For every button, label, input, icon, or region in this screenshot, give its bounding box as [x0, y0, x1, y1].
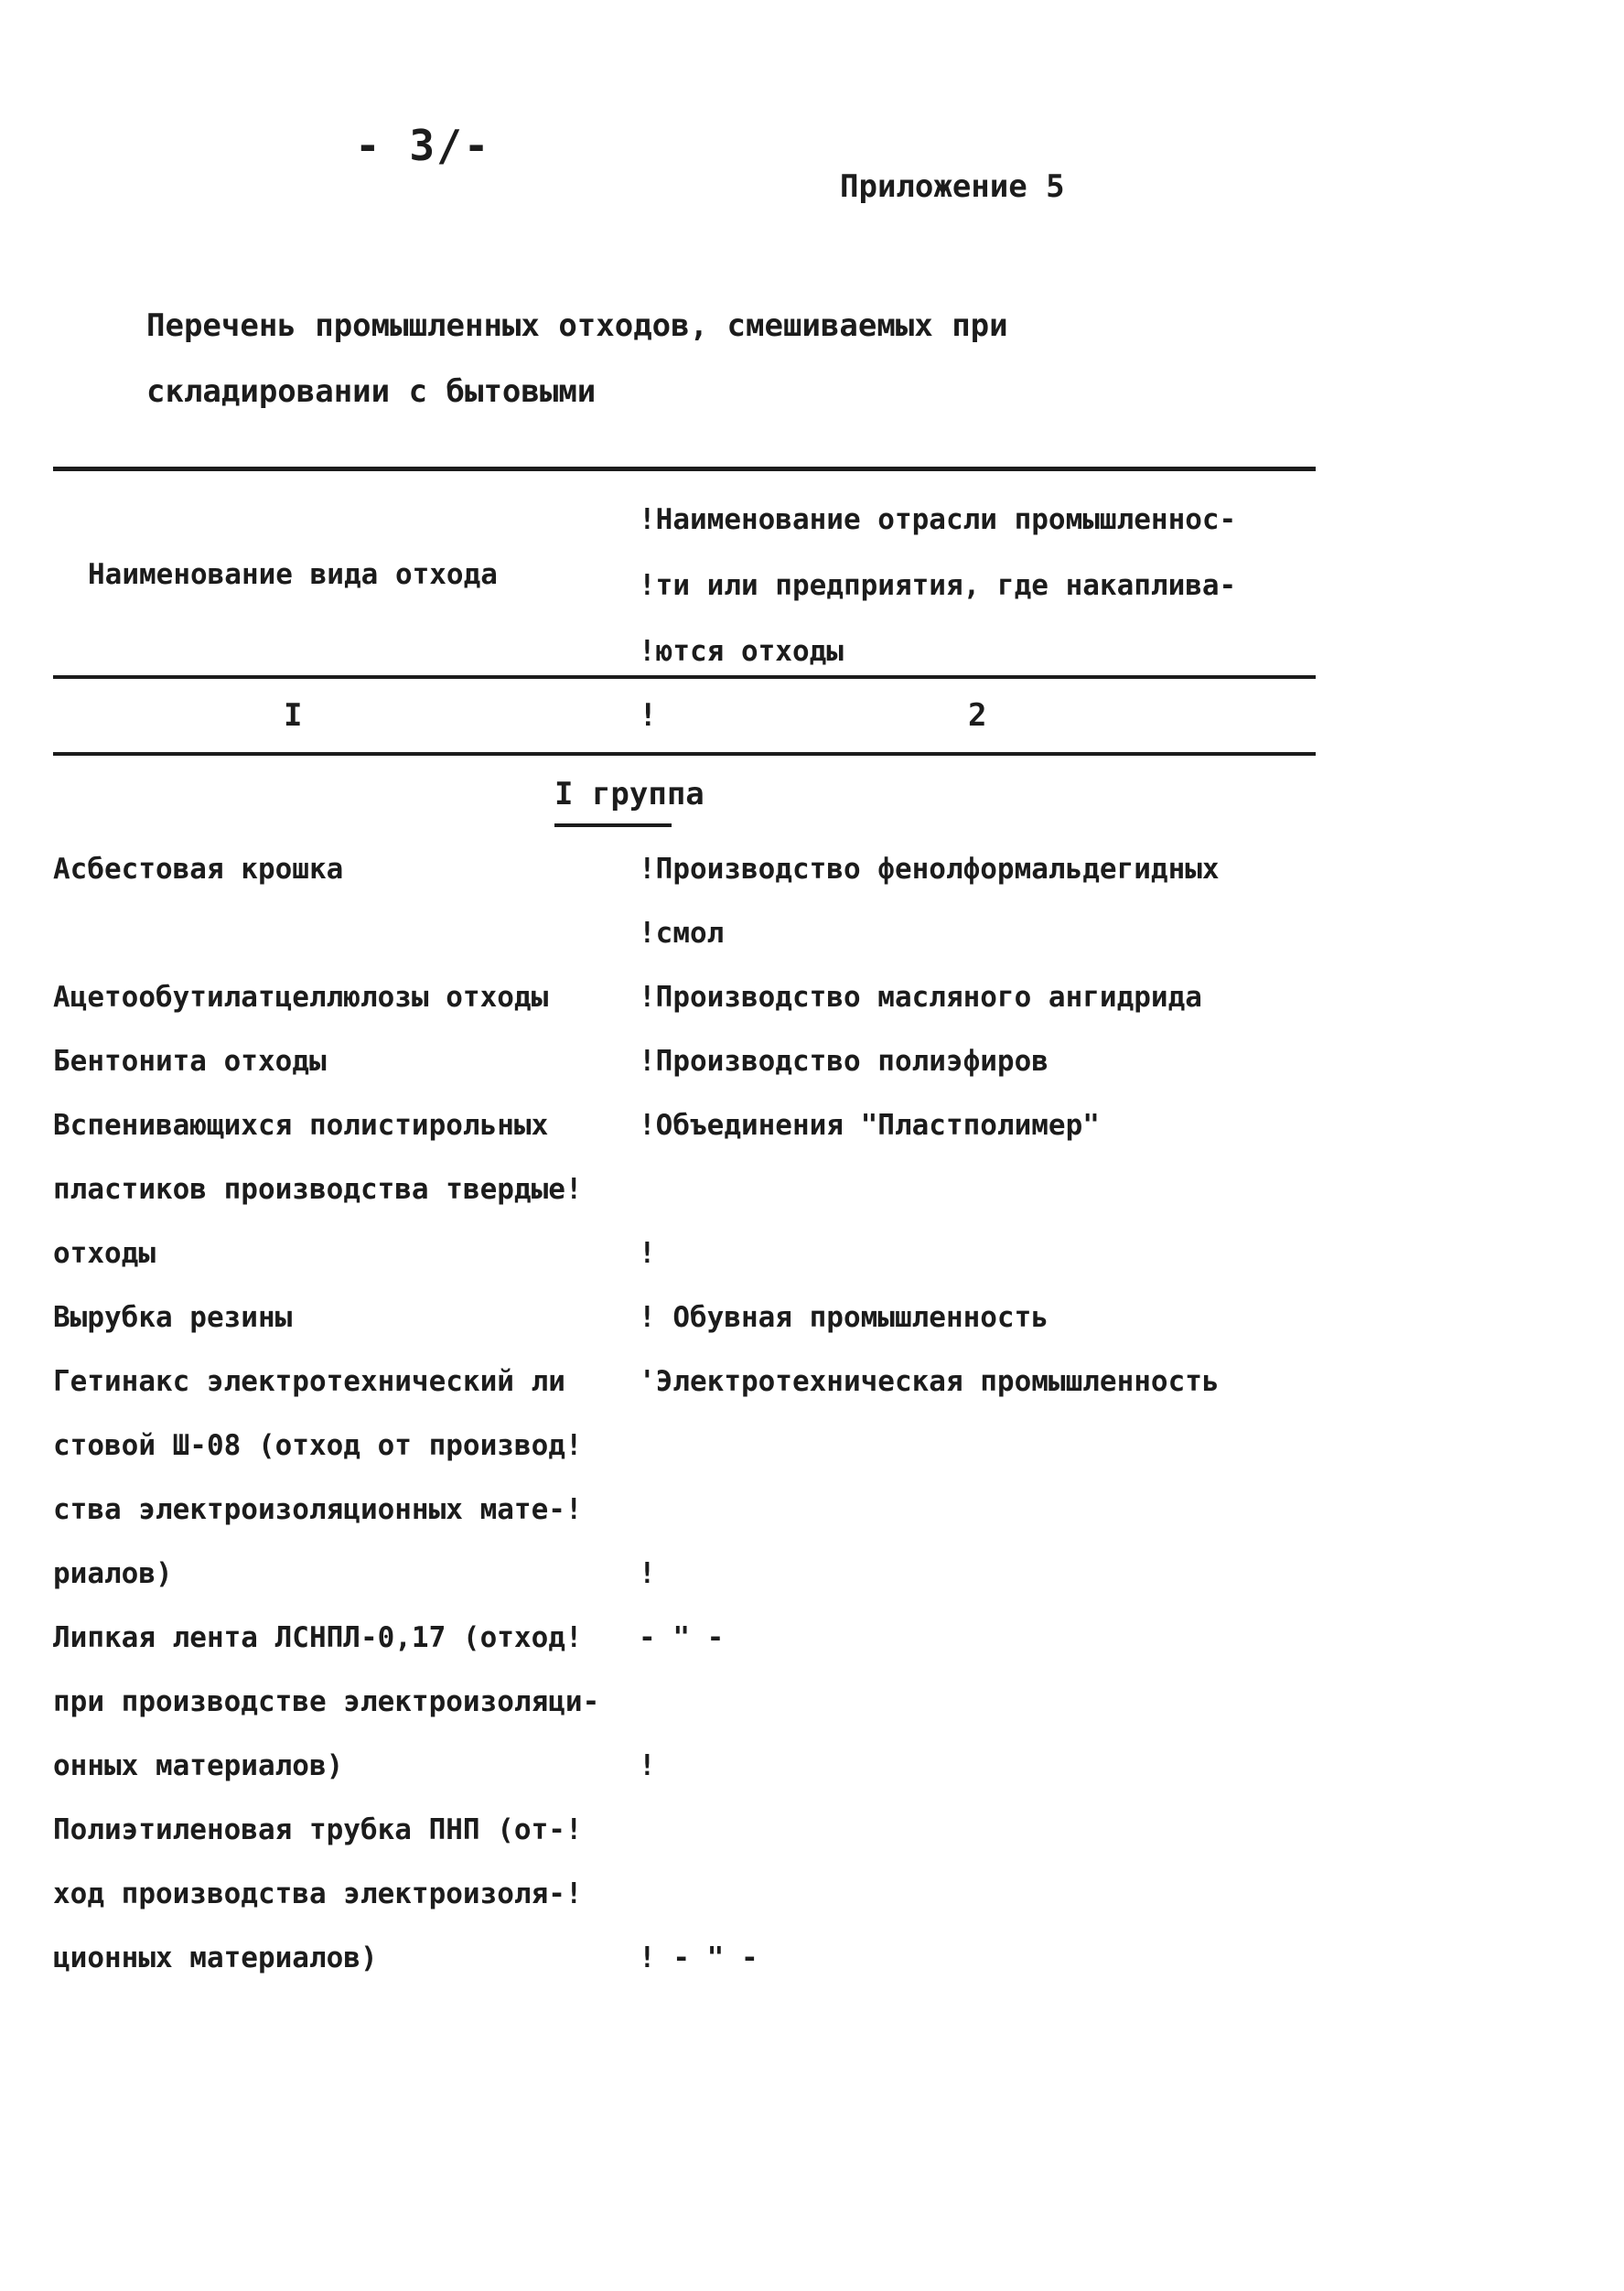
- table-row: [53, 1365, 1334, 1429]
- waste-type: ход производства электроизоля-!: [53, 1877, 583, 1910]
- waste-type: ства электроизоляционных мате-!: [53, 1493, 583, 1526]
- table-top-rule: [53, 467, 1316, 471]
- group-title: I группа: [554, 776, 704, 812]
- waste-type: Гетинакс электротехнический ли: [53, 1365, 565, 1398]
- table-row: [53, 1557, 1334, 1621]
- industry: !Производство масляного ангидрида: [639, 981, 1202, 1014]
- appendix-label: Приложение 5: [840, 168, 1065, 205]
- industry: - " -: [639, 1621, 725, 1654]
- column-number-1: I: [284, 697, 303, 734]
- column-number-separator: !: [639, 697, 658, 734]
- industry: 'Электротехническая промышленность: [639, 1365, 1220, 1398]
- industry: !смол: [639, 917, 725, 950]
- table-row: [53, 1493, 1334, 1557]
- header-col2: [639, 487, 1236, 684]
- table-row: [53, 1749, 1334, 1813]
- table-row: [53, 917, 1334, 981]
- waste-type: онных материалов): [53, 1749, 344, 1782]
- table-row: [53, 1429, 1334, 1493]
- table-row: [53, 1813, 1334, 1877]
- waste-type: при производстве электроизоляци-: [53, 1685, 600, 1718]
- table-body: [53, 853, 1334, 2006]
- column-numbers-rule: [53, 752, 1316, 756]
- industry: ! Обувная промышленность: [639, 1301, 1049, 1334]
- waste-type: Полиэтиленовая трубка ПНП (от-!: [53, 1813, 583, 1846]
- table-row: [53, 1109, 1334, 1173]
- table-row: [53, 1621, 1334, 1685]
- column-number-2: 2: [968, 697, 987, 734]
- waste-type: Ацетообутилатцеллюлозы отходы: [53, 981, 549, 1014]
- header-col1: Наименование вида отхода: [88, 558, 498, 591]
- title-line: складировании с бытовыми: [146, 373, 597, 410]
- table-row: [53, 1941, 1334, 2006]
- waste-type: ционных материалов): [53, 1941, 378, 1974]
- table-row: [53, 1045, 1334, 1109]
- table-row: [53, 1237, 1334, 1301]
- page-number: - 3/-: [355, 121, 491, 170]
- header-col2-line: !ются отходы: [639, 635, 844, 668]
- waste-type: Вырубка резины: [53, 1301, 293, 1334]
- waste-type: Асбестовая крошка: [53, 853, 344, 886]
- industry: ! - " -: [639, 1941, 758, 1974]
- waste-type: Вспенивающихся полистирольных: [53, 1109, 549, 1142]
- table-row: [53, 1173, 1334, 1237]
- header-col2-line: !Наименование отрасли промышленнос-: [639, 503, 1237, 536]
- industry: !Объединения "Пластполимер": [639, 1109, 1100, 1142]
- table-row: [53, 1685, 1334, 1749]
- group-title-underline: [554, 823, 672, 827]
- header-bottom-rule: [53, 675, 1316, 679]
- table-row: [53, 981, 1334, 1045]
- waste-type: Бентонита отходы: [53, 1045, 327, 1078]
- industry: !Производство фенолформальдегидных: [639, 853, 1220, 886]
- title-line: Перечень промышленных отходов, смешиваемых при: [146, 307, 1008, 344]
- waste-type: риалов): [53, 1557, 173, 1590]
- industry: !: [639, 1749, 656, 1782]
- waste-type: пластиков производства твердые!: [53, 1173, 583, 1206]
- header-col2-line: !ти или предприятия, где накаплива-: [639, 569, 1237, 602]
- industry: !: [639, 1557, 656, 1590]
- waste-type: стовой Ш-08 (отход от производ!: [53, 1429, 583, 1462]
- waste-type: отходы: [53, 1237, 156, 1270]
- table-row: [53, 853, 1334, 917]
- waste-type: Липкая лента ЛСНПЛ-0,17 (отход!: [53, 1621, 583, 1654]
- table-row: [53, 1877, 1334, 1941]
- table-row: [53, 1301, 1334, 1365]
- industry: !Производство полиэфиров: [639, 1045, 1049, 1078]
- industry: !: [639, 1237, 656, 1270]
- document-title: [146, 293, 1008, 425]
